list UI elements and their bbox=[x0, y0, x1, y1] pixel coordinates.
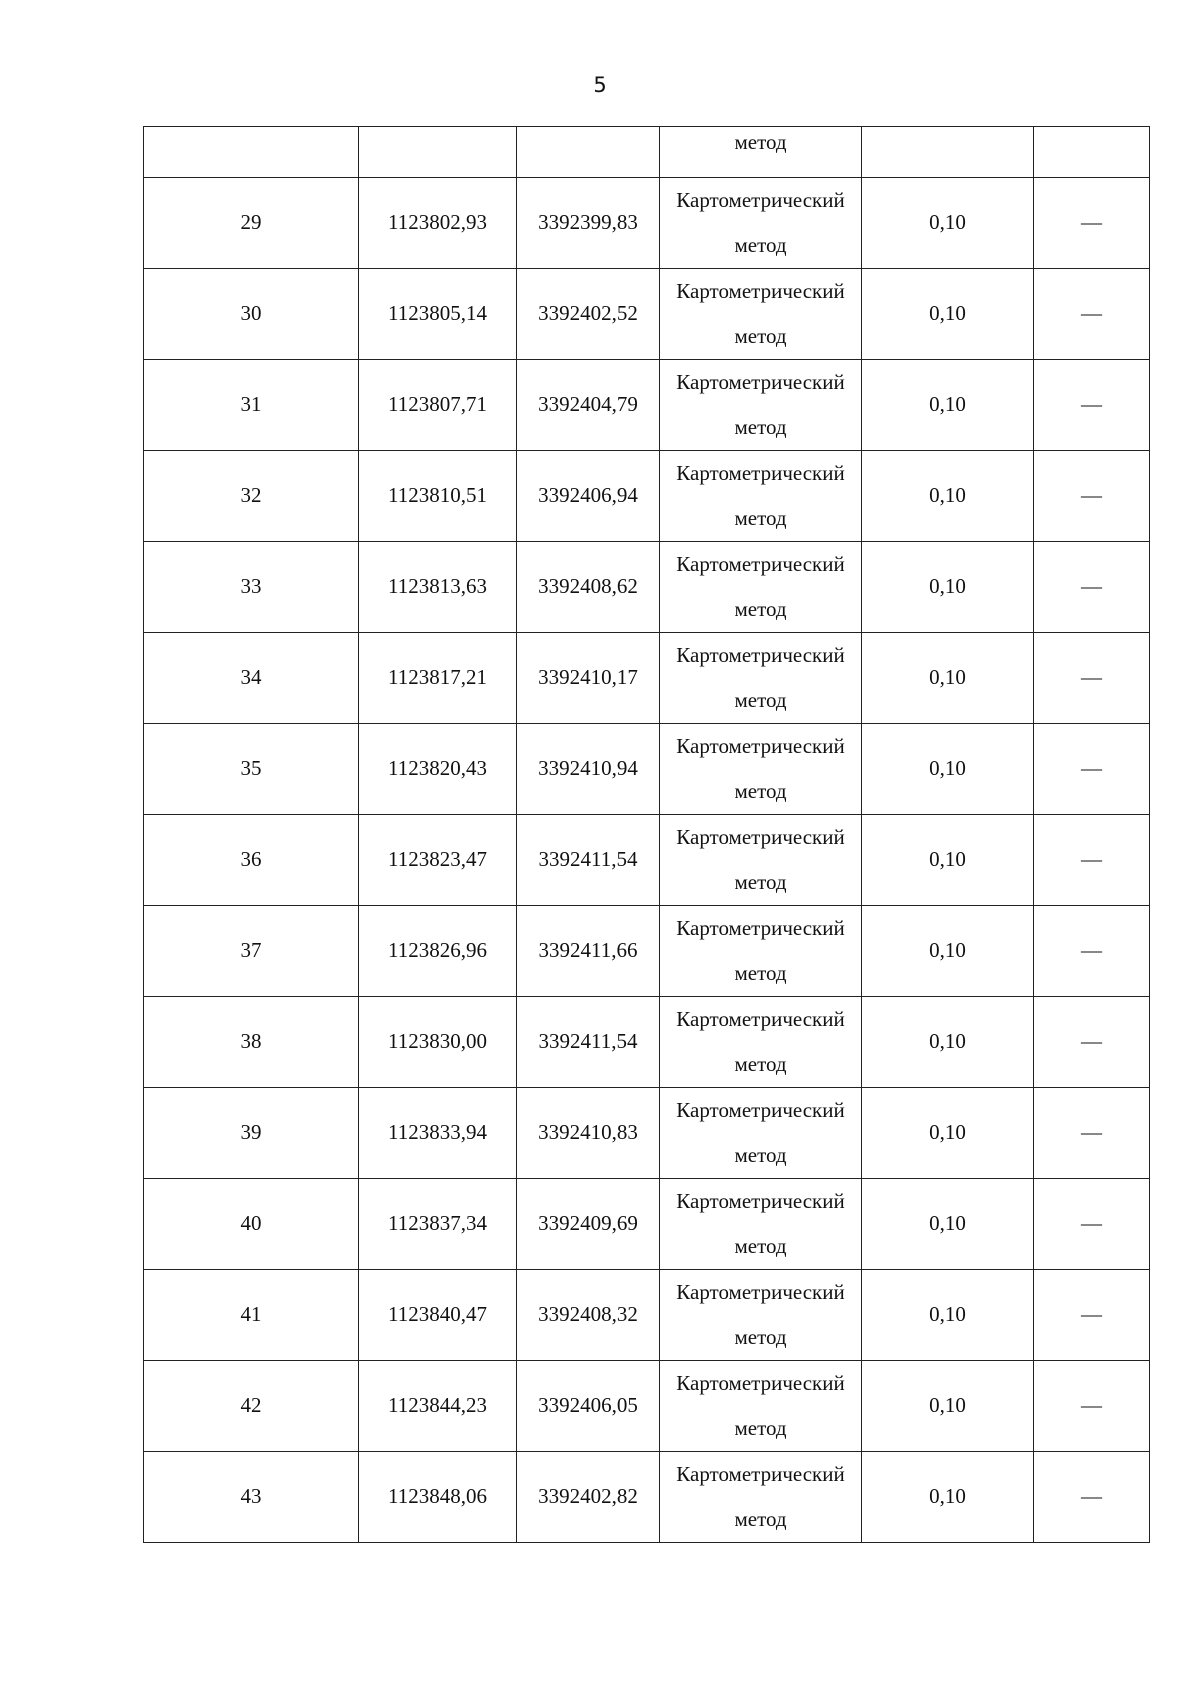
y-cell bbox=[517, 633, 660, 724]
y-coordinate: 3392410,83 bbox=[538, 1120, 638, 1144]
point-number: 32 bbox=[240, 483, 262, 507]
method-text: Картометрический метод bbox=[676, 279, 845, 348]
num-cell bbox=[144, 451, 359, 542]
accuracy-value: 0,10 bbox=[929, 1393, 966, 1417]
accuracy-cell bbox=[862, 360, 1034, 451]
point-number: 40 bbox=[240, 1211, 262, 1235]
table-row bbox=[144, 1452, 1150, 1543]
dash-mark: — bbox=[1081, 1484, 1102, 1508]
note-cell bbox=[1034, 1270, 1150, 1361]
y-coordinate: 3392410,17 bbox=[538, 665, 638, 689]
x-cell bbox=[359, 178, 517, 269]
x-cell bbox=[359, 724, 517, 815]
table-row bbox=[144, 1179, 1150, 1270]
table-row bbox=[144, 997, 1150, 1088]
point-number: 43 bbox=[240, 1484, 262, 1508]
accuracy-value: 0,10 bbox=[929, 938, 966, 962]
point-number: 36 bbox=[240, 847, 262, 871]
x-cell bbox=[359, 633, 517, 724]
method-cell bbox=[660, 360, 862, 451]
accuracy-cell bbox=[862, 127, 1034, 178]
dash-mark: — bbox=[1081, 1029, 1102, 1053]
y-coordinate: 3392399,83 bbox=[538, 210, 638, 234]
num-cell bbox=[144, 906, 359, 997]
x-coordinate: 1123820,43 bbox=[388, 756, 487, 780]
method-text: Картометрический метод bbox=[676, 643, 845, 712]
dash-mark: — bbox=[1081, 1302, 1102, 1326]
num-cell bbox=[144, 127, 359, 178]
table-row bbox=[144, 269, 1150, 360]
num-cell bbox=[144, 360, 359, 451]
y-coordinate: 3392409,69 bbox=[538, 1211, 638, 1235]
method-text: Картометрический метод bbox=[676, 461, 845, 530]
method-cell bbox=[660, 1270, 862, 1361]
y-cell bbox=[517, 269, 660, 360]
dash-mark: — bbox=[1081, 483, 1102, 507]
y-cell bbox=[517, 178, 660, 269]
method-cell bbox=[660, 127, 862, 178]
x-coordinate: 1123810,51 bbox=[388, 483, 487, 507]
y-coordinate: 3392406,05 bbox=[538, 1393, 638, 1417]
method-cell bbox=[660, 1361, 862, 1452]
num-cell bbox=[144, 1452, 359, 1543]
y-cell bbox=[517, 724, 660, 815]
accuracy-cell bbox=[862, 178, 1034, 269]
dash-mark: — bbox=[1081, 847, 1102, 871]
dash-mark: — bbox=[1081, 574, 1102, 598]
x-coordinate: 1123844,23 bbox=[388, 1393, 487, 1417]
method-text: Картометрический метод bbox=[676, 1007, 845, 1076]
note-cell bbox=[1034, 815, 1150, 906]
accuracy-value: 0,10 bbox=[929, 665, 966, 689]
y-coordinate: 3392402,52 bbox=[538, 301, 638, 325]
x-cell bbox=[359, 1179, 517, 1270]
note-cell bbox=[1034, 997, 1150, 1088]
method-text: Картометрический метод bbox=[676, 188, 845, 257]
method-text: Картометрический метод bbox=[676, 1280, 845, 1349]
y-coordinate: 3392402,82 bbox=[538, 1484, 638, 1508]
method-cell bbox=[660, 451, 862, 542]
accuracy-cell bbox=[862, 1088, 1034, 1179]
accuracy-value: 0,10 bbox=[929, 301, 966, 325]
dash-mark: — bbox=[1081, 301, 1102, 325]
accuracy-value: 0,10 bbox=[929, 483, 966, 507]
coordinates-table bbox=[143, 126, 1150, 1543]
method-text: Картометрический метод bbox=[676, 1189, 845, 1258]
table-row bbox=[144, 633, 1150, 724]
accuracy-value: 0,10 bbox=[929, 1120, 966, 1144]
x-cell bbox=[359, 451, 517, 542]
y-coordinate: 3392404,79 bbox=[538, 392, 638, 416]
method-text: метод bbox=[734, 130, 787, 154]
y-cell bbox=[517, 1361, 660, 1452]
x-coordinate: 1123848,06 bbox=[388, 1484, 487, 1508]
method-cell bbox=[660, 997, 862, 1088]
x-coordinate: 1123840,47 bbox=[388, 1302, 487, 1326]
accuracy-value: 0,10 bbox=[929, 1029, 966, 1053]
x-cell bbox=[359, 906, 517, 997]
y-cell bbox=[517, 906, 660, 997]
table-row bbox=[144, 178, 1150, 269]
x-coordinate: 1123817,21 bbox=[388, 665, 487, 689]
y-coordinate: 3392411,66 bbox=[538, 938, 638, 962]
page-number: 5 bbox=[593, 73, 607, 97]
note-cell bbox=[1034, 1179, 1150, 1270]
x-cell bbox=[359, 1452, 517, 1543]
point-number: 41 bbox=[240, 1302, 262, 1326]
point-number: 33 bbox=[240, 574, 262, 598]
num-cell bbox=[144, 633, 359, 724]
point-number: 37 bbox=[240, 938, 262, 962]
accuracy-value: 0,10 bbox=[929, 392, 966, 416]
x-cell bbox=[359, 1270, 517, 1361]
y-cell bbox=[517, 997, 660, 1088]
note-cell bbox=[1034, 724, 1150, 815]
y-cell bbox=[517, 1452, 660, 1543]
note-cell bbox=[1034, 127, 1150, 178]
dash-mark: — bbox=[1081, 1393, 1102, 1417]
note-cell bbox=[1034, 542, 1150, 633]
x-coordinate: 1123837,34 bbox=[388, 1211, 487, 1235]
x-cell bbox=[359, 360, 517, 451]
method-cell bbox=[660, 724, 862, 815]
y-cell bbox=[517, 1270, 660, 1361]
method-text: Картометрический метод bbox=[676, 1371, 845, 1440]
accuracy-cell bbox=[862, 724, 1034, 815]
dash-mark: — bbox=[1081, 665, 1102, 689]
method-cell bbox=[660, 269, 862, 360]
dash-mark: — bbox=[1081, 938, 1102, 962]
x-cell bbox=[359, 542, 517, 633]
x-coordinate: 1123833,94 bbox=[388, 1120, 487, 1144]
y-cell bbox=[517, 542, 660, 633]
method-cell bbox=[660, 1179, 862, 1270]
note-cell bbox=[1034, 360, 1150, 451]
accuracy-cell bbox=[862, 269, 1034, 360]
note-cell bbox=[1034, 633, 1150, 724]
y-coordinate: 3392408,62 bbox=[538, 574, 638, 598]
note-cell bbox=[1034, 178, 1150, 269]
point-number: 42 bbox=[240, 1393, 262, 1417]
point-number: 35 bbox=[240, 756, 262, 780]
x-coordinate: 1123826,96 bbox=[388, 938, 487, 962]
method-cell bbox=[660, 633, 862, 724]
note-cell bbox=[1034, 1088, 1150, 1179]
dash-mark: — bbox=[1081, 1211, 1102, 1235]
accuracy-cell bbox=[862, 1361, 1034, 1452]
method-text: Картометрический метод bbox=[676, 825, 845, 894]
dash-mark: — bbox=[1081, 392, 1102, 416]
note-cell bbox=[1034, 1452, 1150, 1543]
accuracy-cell bbox=[862, 997, 1034, 1088]
y-coordinate: 3392411,54 bbox=[538, 1029, 638, 1053]
x-cell bbox=[359, 127, 517, 178]
table-row bbox=[144, 542, 1150, 633]
method-text: Картометрический метод bbox=[676, 370, 845, 439]
num-cell bbox=[144, 724, 359, 815]
method-text: Картометрический метод bbox=[676, 734, 845, 803]
x-coordinate: 1123823,47 bbox=[388, 847, 487, 871]
accuracy-cell bbox=[862, 906, 1034, 997]
method-text: Картометрический метод bbox=[676, 552, 845, 621]
table-row bbox=[144, 724, 1150, 815]
x-cell bbox=[359, 1088, 517, 1179]
accuracy-cell bbox=[862, 451, 1034, 542]
accuracy-value: 0,10 bbox=[929, 1484, 966, 1508]
y-cell bbox=[517, 127, 660, 178]
y-cell bbox=[517, 451, 660, 542]
dash-mark: — bbox=[1081, 756, 1102, 780]
point-number: 31 bbox=[240, 392, 262, 416]
table-row-continuation bbox=[144, 127, 1150, 178]
table-row bbox=[144, 1361, 1150, 1452]
x-cell bbox=[359, 1361, 517, 1452]
x-coordinate: 1123807,71 bbox=[388, 392, 487, 416]
table-row bbox=[144, 1270, 1150, 1361]
note-cell bbox=[1034, 1361, 1150, 1452]
x-coordinate: 1123830,00 bbox=[388, 1029, 487, 1053]
x-coordinate: 1123805,14 bbox=[388, 301, 487, 325]
note-cell bbox=[1034, 269, 1150, 360]
num-cell bbox=[144, 1179, 359, 1270]
accuracy-cell bbox=[862, 1452, 1034, 1543]
note-cell bbox=[1034, 451, 1150, 542]
method-cell bbox=[660, 178, 862, 269]
num-cell bbox=[144, 1270, 359, 1361]
accuracy-cell bbox=[862, 815, 1034, 906]
accuracy-value: 0,10 bbox=[929, 756, 966, 780]
method-cell bbox=[660, 906, 862, 997]
y-coordinate: 3392408,32 bbox=[538, 1302, 638, 1326]
accuracy-value: 0,10 bbox=[929, 1211, 966, 1235]
accuracy-cell bbox=[862, 633, 1034, 724]
table-row bbox=[144, 906, 1150, 997]
dash-mark: — bbox=[1081, 210, 1102, 234]
method-cell bbox=[660, 542, 862, 633]
dash-mark: — bbox=[1081, 1120, 1102, 1144]
y-cell bbox=[517, 360, 660, 451]
method-text: Картометрический метод bbox=[676, 1098, 845, 1167]
point-number: 29 bbox=[240, 210, 262, 234]
num-cell bbox=[144, 1361, 359, 1452]
num-cell bbox=[144, 1088, 359, 1179]
x-cell bbox=[359, 815, 517, 906]
method-cell bbox=[660, 815, 862, 906]
x-coordinate: 1123802,93 bbox=[388, 210, 487, 234]
method-text: Картометрический метод bbox=[676, 1462, 845, 1531]
accuracy-cell bbox=[862, 542, 1034, 633]
accuracy-value: 0,10 bbox=[929, 847, 966, 871]
point-number: 39 bbox=[240, 1120, 262, 1144]
note-cell bbox=[1034, 906, 1150, 997]
y-coordinate: 3392406,94 bbox=[538, 483, 638, 507]
accuracy-cell bbox=[862, 1179, 1034, 1270]
num-cell bbox=[144, 178, 359, 269]
x-coordinate: 1123813,63 bbox=[388, 574, 487, 598]
method-text: Картометрический метод bbox=[676, 916, 845, 985]
y-cell bbox=[517, 1088, 660, 1179]
y-coordinate: 3392410,94 bbox=[538, 756, 638, 780]
y-coordinate: 3392411,54 bbox=[538, 847, 638, 871]
accuracy-value: 0,10 bbox=[929, 210, 966, 234]
y-cell bbox=[517, 815, 660, 906]
method-cell bbox=[660, 1088, 862, 1179]
table-row bbox=[144, 1088, 1150, 1179]
x-cell bbox=[359, 997, 517, 1088]
method-cell bbox=[660, 1452, 862, 1543]
accuracy-value: 0,10 bbox=[929, 574, 966, 598]
point-number: 34 bbox=[240, 665, 262, 689]
x-cell bbox=[359, 269, 517, 360]
num-cell bbox=[144, 269, 359, 360]
table-row bbox=[144, 451, 1150, 542]
num-cell bbox=[144, 997, 359, 1088]
num-cell bbox=[144, 815, 359, 906]
table-row bbox=[144, 815, 1150, 906]
point-number: 30 bbox=[240, 301, 262, 325]
point-number: 38 bbox=[240, 1029, 262, 1053]
table-row bbox=[144, 360, 1150, 451]
num-cell bbox=[144, 542, 359, 633]
accuracy-value: 0,10 bbox=[929, 1302, 966, 1326]
y-cell bbox=[517, 1179, 660, 1270]
table-body bbox=[144, 127, 1150, 1543]
accuracy-cell bbox=[862, 1270, 1034, 1361]
